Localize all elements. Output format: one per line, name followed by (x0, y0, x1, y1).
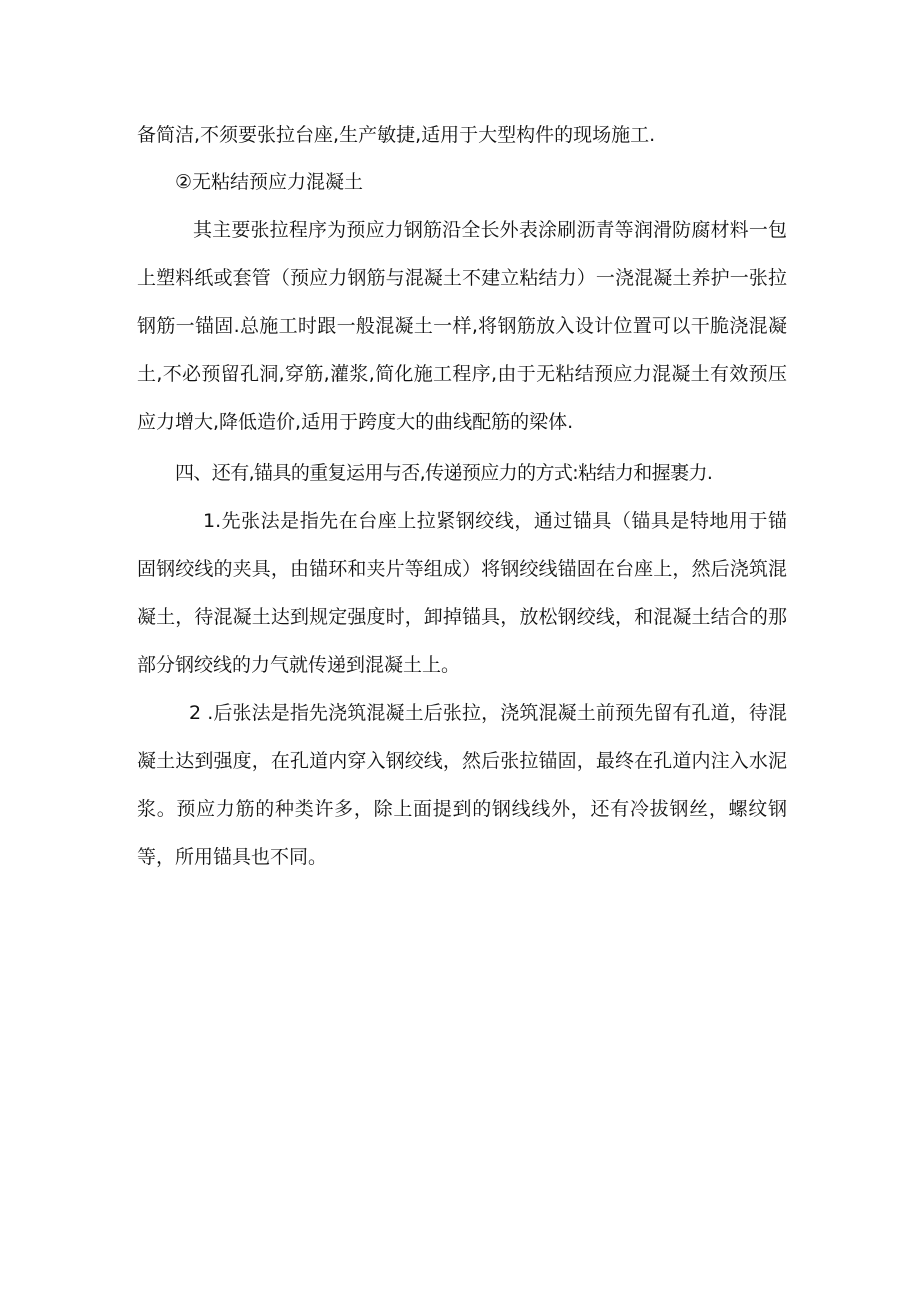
paragraph-continuation: 备简洁,不须要张拉台座,生产敏捷,适用于大型构件的现场施工. (137, 124, 656, 146)
heading-section-four: 四、还有,锚具的重复运用与否,传递预应力的方式:粘结力和握裹力. (175, 462, 713, 484)
subheading-unbonded-prestressed-concrete: ②无粘结预应力混凝土 (175, 171, 364, 193)
paragraph-post-tensioning: 2 .后张法是指先浇筑混凝土后张拉，浇筑混凝土前预先留有孔道，待混凝土达到强度，在孔道内穿入钢绞线，然后张拉锚固，最终在孔道内注入水泥浆。预应力筋的种类许多，除上面提到的钢线线外，还有冷拔钢丝，螺纹钢等，所用锚具也不同。 (137, 702, 787, 868)
paragraph-pretensioning: 1.先张法是指先在台座上拉紧钢绞线，通过锚具（锚具是特地用于锚固钢绞线的夹具，由锚环和夹片等组成）将钢绞线锚固在台座上，然后浇筑混凝土，待混凝土达到规定强度时，卸掉锚具，放松钢绞线，和混凝土结合的那部分钢绞线的力气就传递到混凝土上。 (137, 510, 787, 676)
paragraph-unbonded-process: 其主要张拉程序为预应力钢筋沿全长外表涂刷沥青等润滑防腐材料一包上塑料纸或套管（预应力钢筋与混凝土不建立粘结力）一浇混凝土养护一张拉钢筋一锚固.总施工时跟一般混凝土一样,将钢筋放入设计位置可以干脆浇混凝土,不必预留孔洞,穿筋,灌浆,简化施工程序,由于无粘结预应力混凝土有效预压应力增大,降低造价,适用于跨度大的曲线配筋的梁体. (137, 219, 787, 433)
